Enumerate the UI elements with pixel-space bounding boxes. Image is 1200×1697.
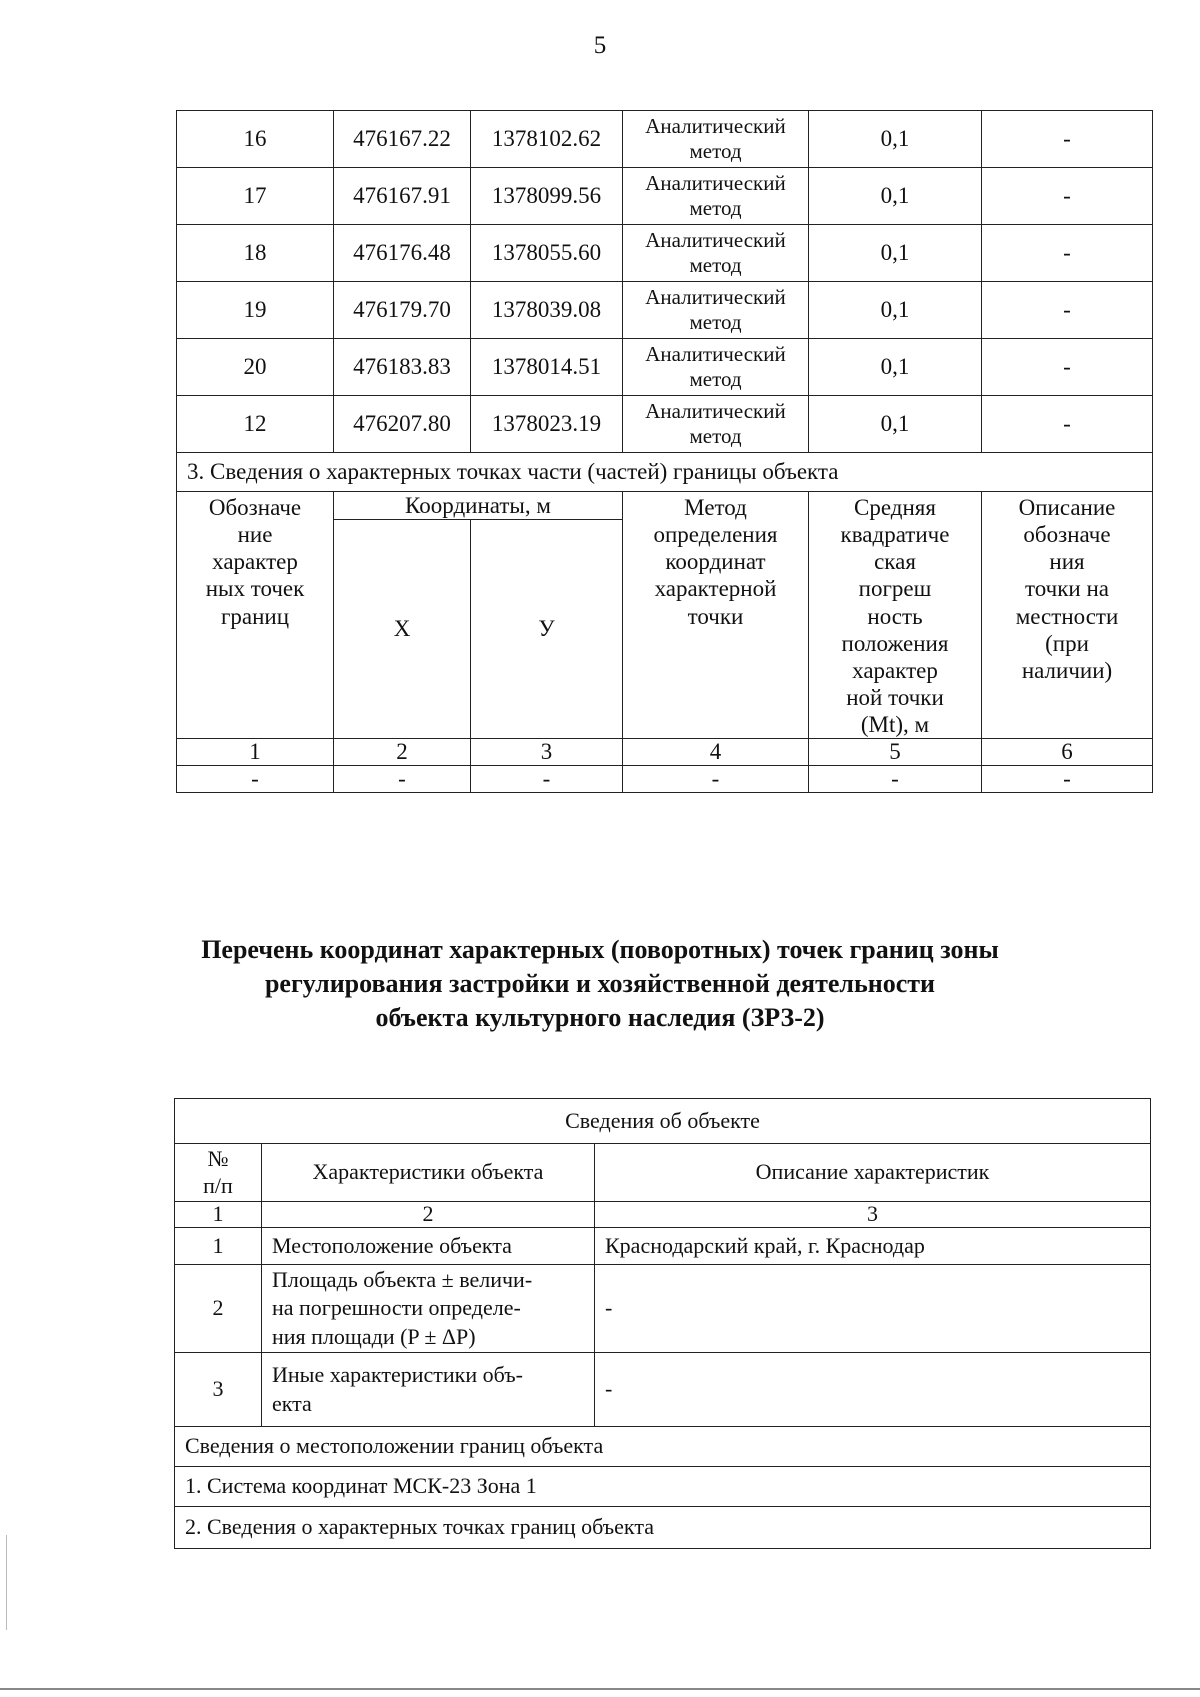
- point-number: 20: [177, 339, 334, 396]
- coord-y: 1378039.08: [471, 282, 623, 339]
- point-description: -: [982, 282, 1153, 339]
- point-description: -: [982, 225, 1153, 282]
- object-info-table: [174, 1098, 1151, 1549]
- coord-x: 476167.22: [334, 111, 471, 168]
- designation-header: Обозначе ние характер ных точек границ: [177, 492, 334, 739]
- section-heading: Перечень координат характерных (поворотных) точек границ зоны регулирования застройки и хозяйственной деятельности объекта культурного наследия (ЗРЗ-2): [201, 935, 999, 1032]
- characteristics-header: Характеристики объекта: [262, 1144, 595, 1202]
- table-row: [177, 225, 1153, 282]
- method-cell: Аналитический метод: [623, 111, 809, 168]
- mt-value: 0,1: [809, 168, 982, 225]
- method-cell: Аналитический метод: [623, 396, 809, 453]
- coord-y: 1378023.19: [471, 396, 623, 453]
- coord-y: 1378055.60: [471, 225, 623, 282]
- method-cell: Аналитический метод: [623, 168, 809, 225]
- points-info-title: 2. Сведения о характерных точках границ объекта: [175, 1507, 1151, 1549]
- coordinate-system: 1. Система координат МСК-23 Зона 1: [175, 1467, 1151, 1507]
- location-info-title: Сведения о местоположении границ объекта: [175, 1427, 1151, 1467]
- point-number: 19: [177, 282, 334, 339]
- point-description: -: [982, 339, 1153, 396]
- table-row: 3 Иные характеристики объ- екта -: [175, 1353, 1151, 1427]
- page-number: 5: [593, 32, 607, 59]
- characteristic: Местоположение объекта: [262, 1228, 595, 1265]
- column-numbers-row: 1 2 3 4 5 6: [177, 739, 1153, 766]
- coord-y: 1378099.56: [471, 168, 623, 225]
- coord-x: 476176.48: [334, 225, 471, 282]
- scan-margin-mark: [6, 1535, 7, 1630]
- mt-value: 0,1: [809, 225, 982, 282]
- point-description: -: [982, 396, 1153, 453]
- table-row: [177, 339, 1153, 396]
- point-number: 17: [177, 168, 334, 225]
- method-cell: Аналитический метод: [623, 225, 809, 282]
- table-row: 2 Площадь объекта ± величи- на погрешности определе- ния площади (P ± ΔP) -: [175, 1265, 1151, 1353]
- mt-value: 0,1: [809, 396, 982, 453]
- column-numbers-row: 1 2 3: [175, 1202, 1151, 1228]
- section-3-title: 3. Сведения о характерных точках части (частей) границы объекта: [177, 453, 1153, 492]
- mt-header: Средняя квадратиче ская погреш ность положения характер ной точки (Mt), м: [809, 492, 982, 739]
- point-number: 12: [177, 396, 334, 453]
- method-header: Метод определения координат характерной точки: [623, 492, 809, 739]
- mt-value: 0,1: [809, 282, 982, 339]
- table-row: [177, 396, 1153, 453]
- coord-y: 1378102.62: [471, 111, 623, 168]
- object-info-title: Сведения об объекте: [175, 1099, 1151, 1144]
- y-header: У: [471, 519, 623, 738]
- characteristic-value: -: [595, 1265, 1151, 1353]
- description-header: Описание обозначе ния точки на местности (при наличии): [982, 492, 1153, 739]
- coordinates-header: Координаты, м: [334, 492, 623, 520]
- point-number: 18: [177, 225, 334, 282]
- characteristics-description-header: Описание характеристик: [595, 1144, 1151, 1202]
- coord-x: 476179.70: [334, 282, 471, 339]
- table-row: [177, 111, 1153, 168]
- x-header: X: [334, 519, 471, 738]
- empty-row: - - - - - -: [177, 766, 1153, 793]
- mt-value: 0,1: [809, 339, 982, 396]
- page-bottom-edge: [0, 1688, 1200, 1690]
- coord-y: 1378014.51: [471, 339, 623, 396]
- coord-x: 476183.83: [334, 339, 471, 396]
- coord-x: 476207.80: [334, 396, 471, 453]
- point-number: 16: [177, 111, 334, 168]
- characteristic-value: Краснодарский край, г. Краснодар: [595, 1228, 1151, 1265]
- characteristic-value: -: [595, 1353, 1151, 1427]
- characteristic: Площадь объекта ± величи- на погрешности определе- ния площади (P ± ΔP): [262, 1265, 595, 1353]
- coord-x: 476167.91: [334, 168, 471, 225]
- table-row: 1 Местоположение объекта Краснодарский край, г. Краснодар: [175, 1228, 1151, 1265]
- characteristic: Иные характеристики объ- екта: [262, 1353, 595, 1427]
- table-row: [177, 168, 1153, 225]
- point-description: -: [982, 111, 1153, 168]
- method-cell: Аналитический метод: [623, 282, 809, 339]
- point-description: -: [982, 168, 1153, 225]
- method-cell: Аналитический метод: [623, 339, 809, 396]
- coordinates-table: [176, 110, 1153, 793]
- number-header: № п/п: [175, 1144, 262, 1202]
- table-row: [177, 282, 1153, 339]
- mt-value: 0,1: [809, 111, 982, 168]
